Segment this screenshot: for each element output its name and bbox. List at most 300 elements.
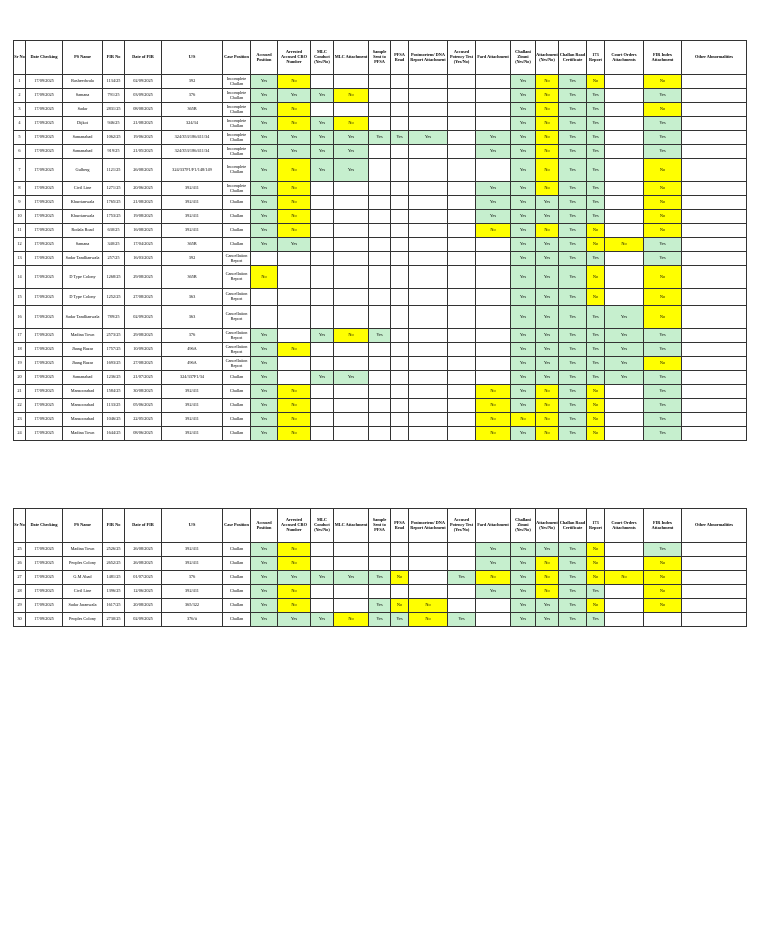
column-header-case-position: Case Position — [223, 509, 251, 543]
cell-sample-sent-to-pfsa — [369, 343, 391, 357]
cell-attachment-yes-no: No — [536, 117, 559, 131]
cell-fard-attachment: Yes — [476, 543, 511, 557]
cell-fir-index-attachment: Yes — [644, 238, 682, 252]
cell-attachment-yes-no: No — [536, 89, 559, 103]
cell-ps-name: Samanabad — [63, 145, 103, 159]
cell-173-report: No — [587, 413, 605, 427]
cell-attachment-yes-no: No — [536, 159, 559, 182]
cell-attachment-yes-no: Yes — [536, 266, 559, 289]
cell-fard-attachment: Yes — [476, 196, 511, 210]
cell-date-checking: 17/09/2025 — [26, 371, 63, 385]
cell-attachment-yes-no: Yes — [536, 613, 559, 627]
column-header-mlc-attachment: MLC Attachment — [334, 509, 369, 543]
cell-u-s: 392 — [162, 75, 223, 89]
cell-fard-attachment — [476, 343, 511, 357]
table-header-row — [14, 41, 747, 75]
cell-173-report: No — [587, 238, 605, 252]
cell-accused-potency-test-yes-no — [448, 266, 476, 289]
cell-challani-zimni-yes-no: Yes — [511, 543, 536, 557]
cell-postmortem-dna-report-attachment: No — [409, 599, 448, 613]
cell-postmortem-dna-report-attachment — [409, 266, 448, 289]
cell-challan-road-certificate: Yes — [559, 306, 587, 329]
cell-arrested-accused-cro-number: Yes — [278, 238, 311, 252]
cell-fir-no: 1268/25 — [103, 266, 125, 289]
cell-mlc-conduct-yes-no: Yes — [311, 89, 334, 103]
cell-sr-no: 17 — [14, 329, 26, 343]
cell-postmortem-dna-report-attachment — [409, 210, 448, 224]
table-row — [14, 75, 747, 89]
cell-sample-sent-to-pfsa: Yes — [369, 329, 391, 343]
table-row — [14, 224, 747, 238]
cell-challan-road-certificate: Yes — [559, 210, 587, 224]
cell-sr-no: 9 — [14, 196, 26, 210]
cell-accused-position: Yes — [251, 399, 278, 413]
cell-date-of-fir: 20/08/2025 — [125, 599, 162, 613]
cell-sr-no: 7 — [14, 159, 26, 182]
cell-challan-road-certificate: Yes — [559, 89, 587, 103]
cell-accused-potency-test-yes-no: Yes — [448, 571, 476, 585]
cell-fard-attachment — [476, 103, 511, 117]
cell-challani-zimni-yes-no: Yes — [511, 252, 536, 266]
cell-u-s: 392/411 — [162, 196, 223, 210]
column-header-sample-sent-to-pfsa: Sample Sent to PFSA — [369, 41, 391, 75]
cell-fir-no: 919/25 — [103, 145, 125, 159]
column-header-u-s: U/S — [162, 509, 223, 543]
table-row — [14, 399, 747, 413]
cell-pfsa-read — [391, 224, 409, 238]
cell-challani-zimni-yes-no: Yes — [511, 599, 536, 613]
cell-pfsa-read: Yes — [391, 131, 409, 145]
cell-date-of-fir: 12/06/2025 — [125, 585, 162, 599]
table-row — [14, 357, 747, 371]
cell-pfsa-read — [391, 89, 409, 103]
cell-postmortem-dna-report-attachment — [409, 103, 448, 117]
cell-sr-no: 6 — [14, 145, 26, 159]
cell-u-s: 365B — [162, 266, 223, 289]
cell-u-s: 324/337F1/F1/148/149 — [162, 159, 223, 182]
cell-case-position: Challan — [223, 196, 251, 210]
cell-court-orders-attachments: Yes — [605, 343, 644, 357]
cell-mlc-conduct-yes-no — [311, 413, 334, 427]
column-header-case-position: Case Position — [223, 41, 251, 75]
cell-ps-name: Mansoorabad — [63, 385, 103, 399]
cell-mlc-attachment — [334, 196, 369, 210]
cell-case-position: Cancellation Report — [223, 357, 251, 371]
cell-accused-position: Yes — [251, 571, 278, 585]
cell-sr-no: 20 — [14, 371, 26, 385]
cell-fard-attachment: Yes — [476, 145, 511, 159]
cell-other-abnormalities — [682, 385, 747, 399]
cell-case-position: Cancellation Report — [223, 343, 251, 357]
cell-fard-attachment — [476, 306, 511, 329]
cell-sr-no: 10 — [14, 210, 26, 224]
cell-173-report: No — [587, 399, 605, 413]
cell-fir-no: 2573/25 — [103, 329, 125, 343]
cell-mlc-conduct-yes-no: Yes — [311, 145, 334, 159]
cell-accused-potency-test-yes-no: Yes — [448, 613, 476, 627]
cell-arrested-accused-cro-number — [278, 306, 311, 329]
cell-accused-position: Yes — [251, 329, 278, 343]
cell-court-orders-attachments — [605, 613, 644, 627]
cell-173-report: Yes — [587, 613, 605, 627]
table-row — [14, 182, 747, 196]
cell-mlc-conduct-yes-no — [311, 289, 334, 306]
cell-sr-no: 4 — [14, 117, 26, 131]
cell-fard-attachment: No — [476, 399, 511, 413]
cell-accused-position: Yes — [251, 385, 278, 399]
cell-case-position: Incomplete Challan — [223, 182, 251, 196]
cell-u-s: 376/ii — [162, 613, 223, 627]
cell-173-report: Yes — [587, 371, 605, 385]
cell-postmortem-dna-report-attachment — [409, 571, 448, 585]
column-header-sample-sent-to-pfsa: Sample Sent to PFSA — [369, 509, 391, 543]
cell-ps-name: Madina Town — [63, 543, 103, 557]
cell-sample-sent-to-pfsa — [369, 557, 391, 571]
cell-mlc-attachment — [334, 75, 369, 89]
cell-case-position: Challan — [223, 613, 251, 627]
column-header-date-of-fir: Date of FIR — [125, 41, 162, 75]
cell-mlc-conduct-yes-no: Yes — [311, 613, 334, 627]
cell-challan-road-certificate: Yes — [559, 599, 587, 613]
cell-challani-zimni-yes-no: Yes — [511, 145, 536, 159]
cell-fard-attachment — [476, 289, 511, 306]
cell-ps-name: Sadar — [63, 103, 103, 117]
cell-arrested-accused-cro-number: No — [278, 75, 311, 89]
cell-date-of-fir: 16/08/2025 — [125, 224, 162, 238]
cell-fir-no: 1046/25 — [103, 413, 125, 427]
table-row — [14, 210, 747, 224]
cell-court-orders-attachments — [605, 399, 644, 413]
cell-fir-index-attachment: No — [644, 585, 682, 599]
cell-postmortem-dna-report-attachment — [409, 75, 448, 89]
cell-date-of-fir: 22/05/2025 — [125, 413, 162, 427]
cell-ps-name: Sadar Jaranwala — [63, 599, 103, 613]
cell-sample-sent-to-pfsa: Yes — [369, 571, 391, 585]
cell-mlc-attachment: No — [334, 613, 369, 627]
cell-arrested-accused-cro-number: No — [278, 557, 311, 571]
cell-sr-no: 1 — [14, 75, 26, 89]
cell-date-checking: 17/09/2025 — [26, 543, 63, 557]
cell-sample-sent-to-pfsa — [369, 266, 391, 289]
cell-court-orders-attachments — [605, 117, 644, 131]
cell-u-s: 363 — [162, 306, 223, 329]
cell-postmortem-dna-report-attachment — [409, 117, 448, 131]
cell-fard-attachment — [476, 266, 511, 289]
table-row — [14, 371, 747, 385]
cell-attachment-yes-no: No — [536, 75, 559, 89]
cell-case-position: Incomplete Challan — [223, 159, 251, 182]
cell-fir-no: 1396/25 — [103, 585, 125, 599]
cell-mlc-attachment — [334, 357, 369, 371]
cell-sample-sent-to-pfsa — [369, 371, 391, 385]
cell-fard-attachment: Yes — [476, 210, 511, 224]
cell-challan-road-certificate: Yes — [559, 385, 587, 399]
cell-accused-potency-test-yes-no — [448, 306, 476, 329]
column-header-fard-attachment: Fard Attachment — [476, 41, 511, 75]
cell-accused-position: Yes — [251, 413, 278, 427]
cell-mlc-conduct-yes-no — [311, 399, 334, 413]
cell-case-position: Challan — [223, 238, 251, 252]
table-row — [14, 306, 747, 329]
cell-challani-zimni-yes-no: Yes — [511, 196, 536, 210]
column-header-mlc-conduct-yes-no: MLC Conduct (Yes/No) — [311, 41, 334, 75]
cell-postmortem-dna-report-attachment — [409, 159, 448, 182]
cell-date-of-fir: 01/07/2025 — [125, 571, 162, 585]
cell-173-report: No — [587, 224, 605, 238]
cell-court-orders-attachments — [605, 543, 644, 557]
cell-challani-zimni-yes-no: Yes — [511, 224, 536, 238]
cell-attachment-yes-no: No — [536, 103, 559, 117]
cell-fir-no: 1644/25 — [103, 427, 125, 441]
cell-challani-zimni-yes-no: Yes — [511, 131, 536, 145]
column-header-fir-no: FIR No — [103, 41, 125, 75]
cell-fard-attachment — [476, 252, 511, 266]
cell-attachment-yes-no: Yes — [536, 599, 559, 613]
cell-mlc-conduct-yes-no: Yes — [311, 131, 334, 145]
cell-arrested-accused-cro-number: No — [278, 385, 311, 399]
cell-date-checking: 17/09/2025 — [26, 413, 63, 427]
cell-fir-index-attachment: No — [644, 557, 682, 571]
cell-date-checking: 17/09/2025 — [26, 89, 63, 103]
cell-ps-name: Dijkot — [63, 117, 103, 131]
cell-accused-position: Yes — [251, 585, 278, 599]
cell-arrested-accused-cro-number: Yes — [278, 145, 311, 159]
cell-court-orders-attachments — [605, 210, 644, 224]
cell-ps-name: Civil Line — [63, 585, 103, 599]
cell-challani-zimni-yes-no: Yes — [511, 371, 536, 385]
cell-mlc-conduct-yes-no — [311, 266, 334, 289]
cell-accused-position: Yes — [251, 224, 278, 238]
cell-fir-index-attachment: Yes — [644, 343, 682, 357]
cell-accused-potency-test-yes-no — [448, 289, 476, 306]
cell-sr-no: 29 — [14, 599, 26, 613]
cell-sr-no: 24 — [14, 427, 26, 441]
cell-other-abnormalities — [682, 306, 747, 329]
cell-fir-index-attachment: Yes — [644, 413, 682, 427]
cell-attachment-yes-no: No — [536, 131, 559, 145]
cell-postmortem-dna-report-attachment — [409, 371, 448, 385]
cell-fir-index-attachment: No — [644, 266, 682, 289]
cell-sample-sent-to-pfsa — [369, 238, 391, 252]
cell-case-position: Incomplete Challan — [223, 89, 251, 103]
column-header-date-checking: Date Checking — [26, 509, 63, 543]
cell-mlc-attachment: Yes — [334, 371, 369, 385]
cell-mlc-attachment — [334, 343, 369, 357]
cell-challani-zimni-yes-no: Yes — [511, 89, 536, 103]
cell-pfsa-read — [391, 196, 409, 210]
cell-ps-name: Civil Line — [63, 182, 103, 196]
cell-pfsa-read — [391, 557, 409, 571]
cell-accused-position: Yes — [251, 182, 278, 196]
cell-arrested-accused-cro-number — [278, 266, 311, 289]
cell-fir-index-attachment: No — [644, 224, 682, 238]
cell-court-orders-attachments — [605, 89, 644, 103]
cell-173-report: No — [587, 571, 605, 585]
cell-sr-no: 19 — [14, 357, 26, 371]
cell-mlc-attachment: Yes — [334, 159, 369, 182]
cell-arrested-accused-cro-number: No — [278, 103, 311, 117]
cell-u-s: 392/411 — [162, 385, 223, 399]
cell-attachment-yes-no: Yes — [536, 289, 559, 306]
cell-fir-no: 1617/25 — [103, 599, 125, 613]
cell-attachment-yes-no: No — [536, 145, 559, 159]
column-header-challan-road-certificate: Challan Road Certificate — [559, 509, 587, 543]
cell-accused-potency-test-yes-no — [448, 343, 476, 357]
column-header-u-s: U/S — [162, 41, 223, 75]
table-row — [14, 159, 747, 182]
cell-sample-sent-to-pfsa — [369, 224, 391, 238]
cell-sr-no: 8 — [14, 182, 26, 196]
cell-mlc-conduct-yes-no: Yes — [311, 159, 334, 182]
cell-ps-name: Samanabad — [63, 371, 103, 385]
cell-sample-sent-to-pfsa: Yes — [369, 613, 391, 627]
cell-mlc-attachment — [334, 238, 369, 252]
cell-fir-index-attachment: Yes — [644, 145, 682, 159]
cell-mlc-attachment — [334, 289, 369, 306]
cell-arrested-accused-cro-number: Yes — [278, 131, 311, 145]
cell-postmortem-dna-report-attachment — [409, 145, 448, 159]
cell-accused-potency-test-yes-no — [448, 585, 476, 599]
cell-court-orders-attachments: Yes — [605, 371, 644, 385]
cell-challani-zimni-yes-no: Yes — [511, 571, 536, 585]
table-row — [14, 343, 747, 357]
cell-ps-name: Rasheedwala — [63, 75, 103, 89]
cell-ps-name: Peoples Colony — [63, 557, 103, 571]
cell-mlc-attachment: Yes — [334, 571, 369, 585]
cell-arrested-accused-cro-number: No — [278, 427, 311, 441]
cell-court-orders-attachments — [605, 557, 644, 571]
cell-accused-position: Yes — [251, 103, 278, 117]
cell-fir-index-attachment: No — [644, 159, 682, 182]
cell-accused-potency-test-yes-no — [448, 329, 476, 343]
column-header-fard-attachment: Fard Attachment — [476, 509, 511, 543]
table-row — [14, 427, 747, 441]
cell-173-report: Yes — [587, 159, 605, 182]
cell-pfsa-read — [391, 182, 409, 196]
cell-pfsa-read — [391, 289, 409, 306]
cell-u-s: 365B — [162, 103, 223, 117]
cell-mlc-attachment — [334, 543, 369, 557]
cell-challani-zimni-yes-no: Yes — [511, 75, 536, 89]
cell-pfsa-read: Yes — [391, 613, 409, 627]
cell-ps-name: Gulberg — [63, 159, 103, 182]
cell-ps-name: Madina Town — [63, 329, 103, 343]
cell-date-checking: 17/09/2025 — [26, 399, 63, 413]
cell-arrested-accused-cro-number: No — [278, 196, 311, 210]
column-header-date-of-fir: Date of FIR — [125, 509, 162, 543]
cell-date-checking: 17/09/2025 — [26, 357, 63, 371]
cell-attachment-yes-no: No — [536, 224, 559, 238]
cell-mlc-attachment: No — [334, 89, 369, 103]
cell-pfsa-read — [391, 75, 409, 89]
cell-mlc-attachment — [334, 385, 369, 399]
cell-sr-no: 16 — [14, 306, 26, 329]
cell-challan-road-certificate: Yes — [559, 252, 587, 266]
cell-postmortem-dna-report-attachment — [409, 224, 448, 238]
cell-mlc-attachment: No — [334, 329, 369, 343]
column-header-ps-name: PS Name — [63, 509, 103, 543]
cell-arrested-accused-cro-number: Yes — [278, 89, 311, 103]
cell-173-report: Yes — [587, 357, 605, 371]
cell-u-s: 324/34 — [162, 117, 223, 131]
cell-other-abnormalities — [682, 224, 747, 238]
cell-postmortem-dna-report-attachment — [409, 329, 448, 343]
column-header-accused-position: Accused Position — [251, 509, 278, 543]
cell-other-abnormalities — [682, 427, 747, 441]
cell-case-position: Challan — [223, 557, 251, 571]
cell-sample-sent-to-pfsa — [369, 103, 391, 117]
column-header-fir-index-attachment: FIR Index Attachment — [644, 41, 682, 75]
cell-other-abnormalities — [682, 599, 747, 613]
cell-date-of-fir: 26/08/2025 — [125, 543, 162, 557]
cell-mlc-attachment: Yes — [334, 131, 369, 145]
cell-mlc-conduct-yes-no — [311, 427, 334, 441]
cell-mlc-attachment — [334, 224, 369, 238]
column-header-other-abnormalities: Other Abnormalities — [682, 509, 747, 543]
cell-sample-sent-to-pfsa — [369, 399, 391, 413]
cell-fir-index-attachment: No — [644, 75, 682, 89]
cell-sr-no: 22 — [14, 399, 26, 413]
cell-sample-sent-to-pfsa: Yes — [369, 599, 391, 613]
cell-case-position: Challan — [223, 224, 251, 238]
cell-173-report: No — [587, 289, 605, 306]
cell-date-of-fir: 03/09/2025 — [125, 89, 162, 103]
cell-accused-potency-test-yes-no — [448, 224, 476, 238]
cell-other-abnormalities — [682, 571, 747, 585]
cell-ps-name: Khurrianwala — [63, 196, 103, 210]
cell-mlc-conduct-yes-no: Yes — [311, 371, 334, 385]
cell-fir-index-attachment: Yes — [644, 117, 682, 131]
cell-postmortem-dna-report-attachment — [409, 238, 448, 252]
cell-accused-position: Yes — [251, 145, 278, 159]
cell-sr-no: 13 — [14, 252, 26, 266]
column-header-court-orders-attachments: Court Orders Attachments — [605, 509, 644, 543]
cell-court-orders-attachments: Yes — [605, 329, 644, 343]
cell-challani-zimni-yes-no: Yes — [511, 357, 536, 371]
cell-ps-name: Madina Town — [63, 427, 103, 441]
cell-fir-index-attachment: No — [644, 196, 682, 210]
cell-other-abnormalities — [682, 182, 747, 196]
cell-sample-sent-to-pfsa — [369, 585, 391, 599]
cell-fir-no: 1481/25 — [103, 571, 125, 585]
cell-sr-no: 21 — [14, 385, 26, 399]
cell-arrested-accused-cro-number: No — [278, 599, 311, 613]
cell-case-position: Cancellation Report — [223, 329, 251, 343]
cell-fir-index-attachment: No — [644, 182, 682, 196]
cell-postmortem-dna-report-attachment — [409, 343, 448, 357]
cell-date-checking: 17/09/2025 — [26, 385, 63, 399]
cell-mlc-conduct-yes-no — [311, 357, 334, 371]
cell-pfsa-read — [391, 210, 409, 224]
cell-arrested-accused-cro-number — [278, 252, 311, 266]
cell-challani-zimni-yes-no: Yes — [511, 159, 536, 182]
table-row — [14, 117, 747, 131]
table-row — [14, 131, 747, 145]
column-header-accused-position: Accused Position — [251, 41, 278, 75]
cell-accused-potency-test-yes-no — [448, 599, 476, 613]
cell-fir-no: 946/25 — [103, 117, 125, 131]
cell-173-report: Yes — [587, 252, 605, 266]
cell-court-orders-attachments — [605, 252, 644, 266]
cell-other-abnormalities — [682, 557, 747, 571]
cell-ps-name: Peoples Colony — [63, 613, 103, 627]
cell-court-orders-attachments — [605, 385, 644, 399]
cell-court-orders-attachments — [605, 145, 644, 159]
cell-173-report: No — [587, 557, 605, 571]
cell-sr-no: 18 — [14, 343, 26, 357]
cell-date-checking: 17/09/2025 — [26, 75, 63, 89]
cell-fir-no: 340/25 — [103, 238, 125, 252]
